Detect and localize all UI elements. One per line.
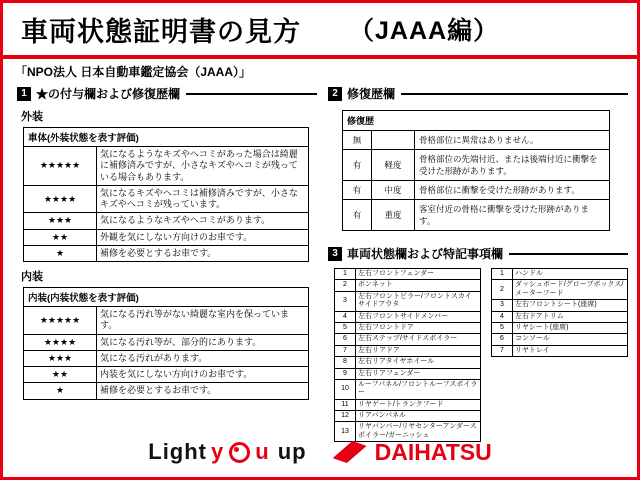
section-1-rule [186,93,317,95]
part-no: 6 [335,334,356,345]
part-name: 左右リアフェンダー [356,368,481,379]
part-no: 11 [335,399,356,410]
rating-stars: ★ [24,245,97,261]
repair-flag: 有 [343,181,372,200]
table-row [24,383,309,399]
part-no: 2 [492,280,513,300]
section-3-rule [509,253,628,255]
section-3-heading [328,245,628,262]
part-name: コンソール [513,334,628,345]
daihatsu-wordmark: DAIHATSU [374,438,492,465]
part-no: 7 [335,345,356,356]
table-row [492,345,628,356]
part-no: 4 [335,311,356,322]
logo-word-up: up [277,439,307,464]
part-no: 5 [335,322,356,333]
table-row [492,311,628,322]
table-row [335,269,481,280]
table-row [24,147,309,186]
table-row [492,269,628,280]
rating-desc: 気になるようなキズやヘコミがあります。 [97,213,309,229]
part-no: 12 [335,411,356,422]
part-no: 8 [335,357,356,368]
logo-word-light: Light [148,439,208,464]
table-row [24,229,309,245]
table-row [335,368,481,379]
part-name: 左右フロントフェンダー [356,269,481,280]
table-row [24,288,309,307]
parts-spacer [481,268,491,442]
page-title: 車両状態証明書の見方 [21,16,301,47]
table-row [24,334,309,350]
rating-desc: 気になるようなキズやヘコミがあった場合は綺麗に補修済みですが、小さなキズやヘコミが残っている場合もあります。 [97,147,309,186]
rating-desc: 気になる汚れがあります。 [97,350,309,366]
rating-desc: 補修を必要とするお車です。 [97,383,309,399]
table-row [335,411,481,422]
table-row [335,399,481,410]
page-title-sub: （JAAA編） [349,17,500,45]
part-name: ボンネット [356,280,481,291]
part-name: リヤトレイ [513,345,628,356]
table-row [24,128,309,147]
part-name: 左右フロントサイドメンバー [356,311,481,322]
rating-stars: ★★★★ [24,334,97,350]
part-no: 1 [492,269,513,280]
part-name: 左右フロントピラー/フロントスカイサイドアウタ [356,291,481,311]
section-1-heading [17,85,317,102]
page-footer [3,427,637,477]
repair-desc: 骨格部位の先端付近、または後端付近に衝撃を受けた形跡があります。 [415,150,610,181]
part-name: 左右フロントドア [356,322,481,333]
exterior-rating-table [23,127,309,262]
table-row [335,379,481,399]
table-row [24,245,309,261]
part-no: 9 [335,368,356,379]
part-no: 2 [335,280,356,291]
rating-stars: ★★★★★ [24,147,97,186]
table-row [492,280,628,300]
interior-table-header: 内装(内装状態を表す評価) [24,288,309,307]
part-name: 左右リアタイヤホイール [356,357,481,368]
exterior-parts-table [334,268,481,442]
rating-stars: ★★ [24,367,97,383]
table-row [343,181,610,200]
repair-level [372,131,415,150]
part-no: 4 [492,311,513,322]
part-name: 左右ステップ/サイドスポイラー [356,334,481,345]
section-3-title: 車両状態欄および特記事項欄 [347,247,504,261]
logo-eye-icon [229,442,250,463]
part-no: 3 [335,291,356,311]
rating-desc: 外観を気にしない方向けのお車です。 [97,229,309,245]
section-3-number: 3 [328,247,342,261]
table-row [492,322,628,333]
section-2-title: 修復歴欄 [347,87,396,101]
part-name: ルーフパネル/フロントルーフスポイラー [356,379,481,399]
rating-stars: ★ [24,383,97,399]
part-name: 左右フロントシート(座席) [513,300,628,311]
table-row [24,213,309,229]
left-column [17,85,317,400]
table-row [335,322,481,333]
rating-stars: ★★★★★ [24,307,97,335]
logo-word-y: y [211,439,225,464]
section-1-title: ★の付与欄および修復歴欄 [36,87,181,101]
table-row [335,357,481,368]
repair-table-header: 修復歴 [343,111,610,131]
repair-level: 中度 [372,181,415,200]
section-2-heading [328,85,628,102]
table-row [335,334,481,345]
part-no: 5 [492,322,513,333]
section-2-number: 2 [328,87,342,101]
exterior-table-header: 車体(外装状態を表す評価) [24,128,309,147]
table-row [335,280,481,291]
repair-desc: 客室付近の骨格に衝撃を受けた形跡があります。 [415,200,610,231]
table-row [24,307,309,335]
part-name: 左右ドアトリム [513,311,628,322]
part-no: 13 [335,422,356,442]
part-no: 6 [492,334,513,345]
parts-lists [334,268,628,442]
table-row [24,367,309,383]
repair-flag: 有 [343,200,372,231]
rating-desc: 気になるキズやヘコミは補修済みですが、小さなキズやヘコミが残っています。 [97,185,309,213]
daihatsu-mark-icon [333,441,367,463]
repair-desc: 骨格部位に衝撃を受けた形跡があります。 [415,181,610,200]
repair-desc: 骨格部位に異常はありません。 [415,131,610,150]
part-name: リヤバンパー/リヤセンターアンダースポイラー/ガーニッシュ [356,422,481,442]
repair-level: 軽度 [372,150,415,181]
interior-label: 内装 [21,271,43,283]
repair-flag: 無 [343,131,372,150]
rating-stars: ★★★ [24,350,97,366]
section-2-rule [401,93,628,95]
exterior-label: 外装 [21,111,43,123]
right-column [328,85,628,442]
repair-flag: 有 [343,150,372,181]
header-divider [3,55,637,59]
part-name: リアバンパネル [356,411,481,422]
rating-stars: ★★★ [24,213,97,229]
table-row [24,185,309,213]
light-you-up-logo [148,439,306,465]
section-1-number: 1 [17,87,31,101]
page-subtitle: 「NPO法人 日本自動車鑑定協会（JAAA）」 [15,65,252,79]
table-row [343,131,610,150]
rating-desc: 気になる汚れ等が、部分的にあります。 [97,334,309,350]
interior-parts-table [491,268,628,357]
part-no: 3 [492,300,513,311]
interior-rating-table [23,287,309,400]
page-header [3,3,637,55]
part-name: ハンドル [513,269,628,280]
table-row [492,334,628,345]
table-row [335,291,481,311]
table-row [24,350,309,366]
part-no: 10 [335,379,356,399]
table-row [343,200,610,231]
part-name: リヤシート(座席) [513,322,628,333]
part-no: 1 [335,269,356,280]
repair-level: 重度 [372,200,415,231]
rating-stars: ★★ [24,229,97,245]
part-name: リヤゲート/トランクフード [356,399,481,410]
table-row [343,111,610,131]
part-name: 左右リアドア [356,345,481,356]
rating-desc: 気になる汚れ等がない綺麗な室内を保っています。 [97,307,309,335]
rating-desc: 内装を気にしない方向けのお車です。 [97,367,309,383]
rating-stars: ★★★★ [24,185,97,213]
table-row [335,345,481,356]
table-row [335,311,481,322]
repair-history-table [342,110,610,231]
logo-word-u: u [255,439,270,464]
rating-desc: 補修を必要とするお車です。 [97,245,309,261]
table-row [343,150,610,181]
daihatsu-logo [333,439,492,466]
part-no: 7 [492,345,513,356]
part-name: ダッシュボード/グローブボックス/メーターフード [513,280,628,300]
table-row [492,300,628,311]
